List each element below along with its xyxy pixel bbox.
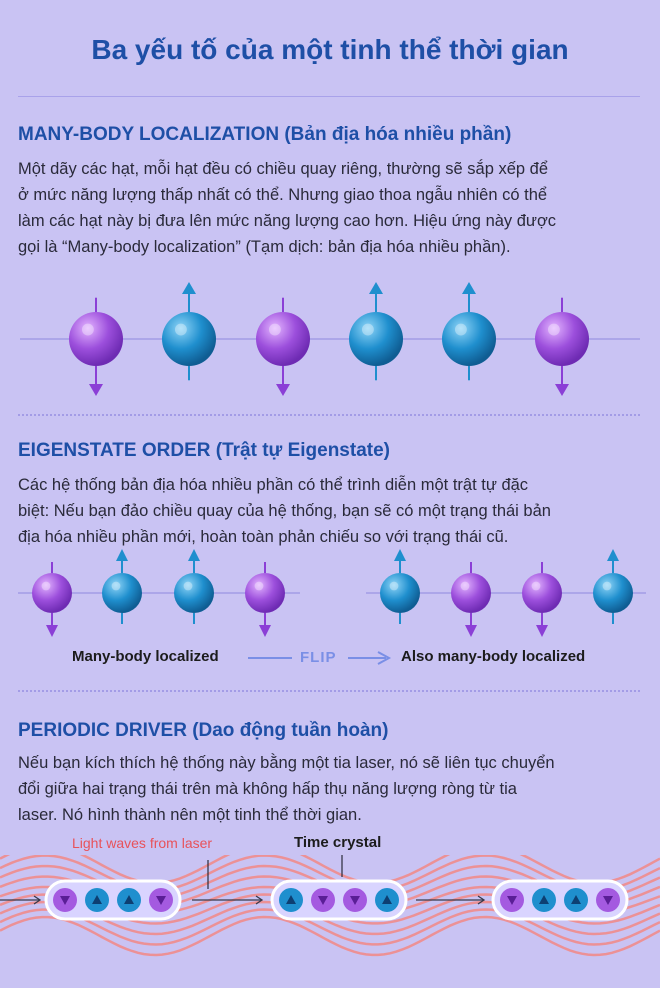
spin-down-token xyxy=(149,888,173,912)
title-divider xyxy=(18,96,640,97)
spin-up-particle xyxy=(174,549,214,624)
purple-sphere xyxy=(451,573,491,613)
crystal-capsule xyxy=(46,881,180,919)
arrow-up-icon xyxy=(369,282,383,294)
spin-down-particle xyxy=(245,562,285,637)
spin-up-particle xyxy=(162,282,216,380)
purple-sphere xyxy=(32,573,72,613)
section3-line: laser. Nó hình thành nên một tinh thể thời gian. xyxy=(18,806,362,824)
section3-heading: PERIODIC DRIVER (Dao động tuần hoàn) xyxy=(18,720,389,741)
purple-sphere xyxy=(522,573,562,613)
arrow-down-icon xyxy=(555,384,569,396)
page-title: Ba yếu tố của một tinh thể thời gian xyxy=(91,34,569,65)
spin-down-token xyxy=(500,888,524,912)
arrow-down-icon xyxy=(46,625,58,637)
section-divider xyxy=(18,690,640,692)
caption-left: Many-body localized xyxy=(72,648,219,665)
arrow-up-icon xyxy=(607,549,619,561)
blue-sphere xyxy=(102,573,142,613)
section2-heading: EIGENSTATE ORDER (Trật tự Eigenstate) xyxy=(18,440,390,461)
caption-right: Also many-body localized xyxy=(401,648,586,665)
arrow-up-icon xyxy=(116,549,128,561)
purple-sphere xyxy=(256,312,310,366)
spin-up-token xyxy=(564,888,588,912)
spin-up-particle xyxy=(593,549,633,624)
section2-line: biệt: Nếu bạn đảo chiều quay của hệ thống, bạn sẽ có một trạng thái bản xyxy=(18,502,551,520)
spin-down-particle xyxy=(32,562,72,637)
blue-sphere xyxy=(162,312,216,366)
section1-text xyxy=(18,156,643,260)
purple-sphere xyxy=(245,573,285,613)
arrow-down-icon xyxy=(536,625,548,637)
blue-sphere xyxy=(174,573,214,613)
spin-up-particle xyxy=(442,282,496,380)
spin-up-token xyxy=(85,888,109,912)
arrow-up-icon xyxy=(394,549,406,561)
section1-line: làm các hạt này bị đưa lên mức năng lượng cao hơn. Hiệu ứng này được xyxy=(18,212,557,230)
spin-up-particle xyxy=(380,549,420,624)
spin-up-token xyxy=(117,888,141,912)
section3-line: Nếu bạn kích thích hệ thống này bằng một tia laser, nó sẽ liên tục chuyển xyxy=(18,754,555,772)
section2-line: Các hệ thống bản địa hóa nhiều phần có thể trình diễn một trật tự đặc xyxy=(18,476,529,494)
arrow-up-icon xyxy=(188,549,200,561)
section2-text xyxy=(18,472,643,550)
spin-down-token xyxy=(596,888,620,912)
spin-down-particle xyxy=(535,298,589,396)
arrow-down-icon xyxy=(259,625,271,637)
time-crystal-diagram xyxy=(0,855,660,988)
label-light-waves: Light waves from laser xyxy=(72,835,213,851)
spin-down-particle xyxy=(522,562,562,637)
spin-down-token xyxy=(343,888,367,912)
arrow-up-icon xyxy=(182,282,196,294)
spin-down-token xyxy=(311,888,335,912)
crystal-capsule xyxy=(272,881,406,919)
section1-line: ở mức năng lượng thấp nhất có thể. Nhưng giao thoa ngẫu nhiên có thể xyxy=(18,186,548,204)
spin-up-token xyxy=(279,888,303,912)
blue-sphere xyxy=(593,573,633,613)
spin-down-particle xyxy=(256,298,310,396)
spin-up-token xyxy=(375,888,399,912)
section3-text xyxy=(18,750,643,828)
section3-line: đổi giữa hai trạng thái trên mà không hấp thụ năng lượng ròng từ tia xyxy=(18,780,517,798)
spin-up-particle xyxy=(349,282,403,380)
spin-down-token xyxy=(53,888,77,912)
section2-line: địa hóa nhiều phần mới, hoàn toàn phản chiếu so với trạng thái cũ. xyxy=(18,528,509,546)
arrow-down-icon xyxy=(89,384,103,396)
blue-sphere xyxy=(349,312,403,366)
arrow-down-icon xyxy=(276,384,290,396)
arrow-down-icon xyxy=(465,625,477,637)
purple-sphere xyxy=(535,312,589,366)
spin-chain-diagram xyxy=(0,280,660,398)
section1-heading: MANY-BODY LOCALIZATION (Bản địa hóa nhiều phần) xyxy=(18,124,512,145)
section-divider xyxy=(18,414,640,416)
eigenstate-diagram xyxy=(0,548,660,640)
arrow-up-icon xyxy=(462,282,476,294)
blue-sphere xyxy=(442,312,496,366)
flip-label: FLIP xyxy=(300,649,337,666)
label-time-crystal: Time crystal xyxy=(294,834,382,851)
spin-up-token xyxy=(532,888,556,912)
purple-sphere xyxy=(69,312,123,366)
crystal-capsule xyxy=(493,881,627,919)
spin-down-particle xyxy=(69,298,123,396)
section1-line: gọi là “Many-body localization” (Tạm dịch: bản địa hóa nhiều phần). xyxy=(18,238,511,256)
spin-down-particle xyxy=(451,562,491,637)
section1-line: Một dãy các hạt, mỗi hạt đều có chiều quay riêng, thường sẽ sắp xếp để xyxy=(18,160,549,178)
blue-sphere xyxy=(380,573,420,613)
spin-up-particle xyxy=(102,549,142,624)
